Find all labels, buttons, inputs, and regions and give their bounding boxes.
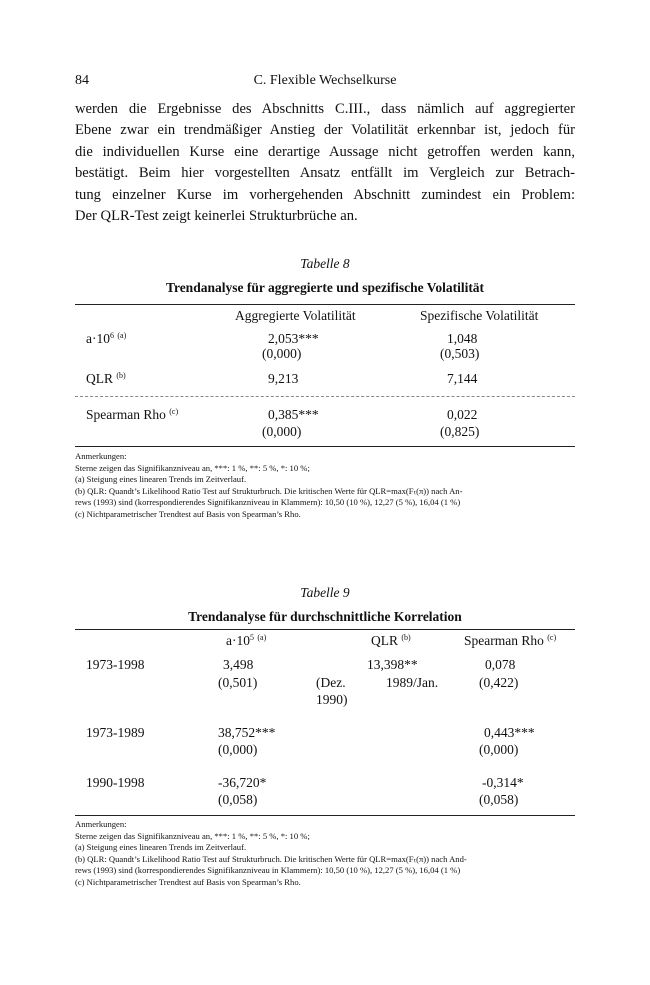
table9-r3-a-p: (0,058) [218, 792, 258, 807]
table8-sp-agg: 0,385*** [268, 407, 319, 422]
table9-top-rule [75, 629, 575, 630]
table9-title: Trendanalyse für durchschnittliche Korrelation [188, 609, 462, 624]
table8-dashed-rule [75, 396, 575, 397]
table9-r1-a-p: (0,501) [218, 675, 258, 690]
body-paragraph [75, 99, 575, 227]
table9-r2-sp: 0,443*** [484, 725, 535, 740]
table8-sp-spez: 0,022 [447, 407, 478, 422]
table9-col-a: $a\cdot 10^5$ $^{(a)}$ [226, 633, 267, 648]
table8-a-agg: 2,053*** [268, 331, 319, 346]
table8-caption: Tabelle 8 [300, 256, 350, 271]
table9-col-qlr: QLR $^{(b)}$ [371, 633, 411, 648]
table9-r1-qlr-1990: 1990) [316, 692, 348, 707]
table8-a-spez: 1,048 [447, 331, 478, 346]
table9-r2-a: 38,752*** [218, 725, 276, 740]
page-number: 84 [75, 73, 89, 88]
table8-row-a: $a\cdot 10^6$ $^{(a)}$ [86, 331, 127, 346]
table9-col-spearman: Spearman Rho $^{(c)}$ [464, 633, 557, 648]
paragraph-line: die individuellen Kurse eine derartige Aussage nicht getroffen werden kann, [75, 143, 575, 160]
table9-r1-sp-p: (0,422) [479, 675, 519, 690]
table8-col-spezifisch: Spezifische Volatilität [420, 308, 539, 323]
table8-title: Trendanalyse für aggregierte und spezifische Volatilität [165, 280, 485, 295]
table8-a-spez-p: (0,503) [440, 346, 480, 361]
table8-notes: Anmerkungen: Sterne zeigen das Signifikanzniveau an, ***: 1 %, **: 5 %, *: 10 %; (a) Steigung eines linearen Trends im Zeitverlauf. (b) QLR: Quandt’s Likelihood Ratio Test auf Strukturbruch. Die kritischen Werte für QLR=max(Fₜ(π)) nach An- rews (1993) sind (korrespondierendes Signifikanzniveau in Klammern): 10,50 (10 %), 12,27 (5 %), 16,04 (1 %) (c) Nichtparametrischer Trendtest auf Basis von Spearman’s Rho. [75, 451, 463, 519]
table9-r1-qlr-dez: (Dez. [316, 675, 346, 690]
table8-sp-spez-p: (0,825) [440, 424, 480, 439]
paragraph-line: Der QLR-Test zeigt keinerlei Strukturbrüche an. [75, 208, 358, 225]
table8-row-spearman: Spearman Rho $^{(c)}$ [86, 407, 179, 422]
table8-top-rule [75, 304, 575, 305]
table9-r1-sp: 0,078 [485, 657, 516, 672]
table9-bottom-rule [75, 815, 575, 816]
table9-r2-sp-p: (0,000) [479, 742, 519, 757]
running-title: C. Flexible Wechselkurse [253, 73, 397, 88]
table9-row-label: 1990-1998 [86, 775, 145, 790]
table9-r3-sp-p: (0,058) [479, 792, 519, 807]
table9-r3-a: -36,720* [218, 775, 267, 790]
table9-caption: Tabelle 9 [300, 585, 350, 600]
table9-notes: Anmerkungen: Sterne zeigen das Signifikanzniveau an, ***: 1 %, **: 5 %, *: 10 %; (a) Steigung eines linearen Trends im Zeitverlauf. (b) QLR: Quandt’s Likelihood Ratio Test auf Strukturbruch. Die kritischen Werte für QLR=max(Fₜ(π)) nach And- rews (1993) sind (korrespondierendes Signifikanzniveau in Klammern): 10,50 (10 %), 12,27 (5 %), 16,04 (1 %) (c) Nichtparametrischer Trendtest auf Basis von Spearman’s Rho. [75, 819, 467, 887]
table9-r1-qlr: 13,398** [367, 657, 418, 672]
table8-sp-agg-p: (0,000) [262, 424, 302, 439]
paragraph-line: Ebene zwar ein trendmäßiger Anstieg der Volatilität erkennbar ist, jedoch für [75, 122, 575, 139]
table9-r3-sp: -0,314* [482, 775, 524, 790]
table8-bottom-rule [75, 446, 575, 447]
table9-row-label: 1973-1989 [86, 725, 145, 740]
paragraph-line: werden die Ergebnisse des Abschnitts C.III., dass nämlich auf aggregierter [75, 101, 575, 117]
table8-row-qlr: QLR $^{(b)}$ [86, 371, 126, 386]
table8-qlr-spez: 7,144 [447, 371, 478, 386]
paragraph-line: bestätigt. Beim hier vorgestellten Ansatz entfällt im Vergleich zur Betrach- [75, 165, 575, 182]
table9-r2-a-p: (0,000) [218, 742, 258, 757]
table8-qlr-agg: 9,213 [268, 371, 299, 386]
table9-r1-a: 3,498 [223, 657, 254, 672]
table8-col-aggregiert: Aggregierte Volatilität [235, 308, 356, 323]
table9-r1-qlr-jan: 1989/Jan. [386, 675, 439, 690]
table9-row-label: 1973-1998 [86, 657, 145, 672]
table8-a-agg-p: (0,000) [262, 346, 302, 361]
paragraph-line: tung einzelner Kurse im vorhergehenden Abschnitt zumindest ein Problem: [75, 186, 575, 203]
